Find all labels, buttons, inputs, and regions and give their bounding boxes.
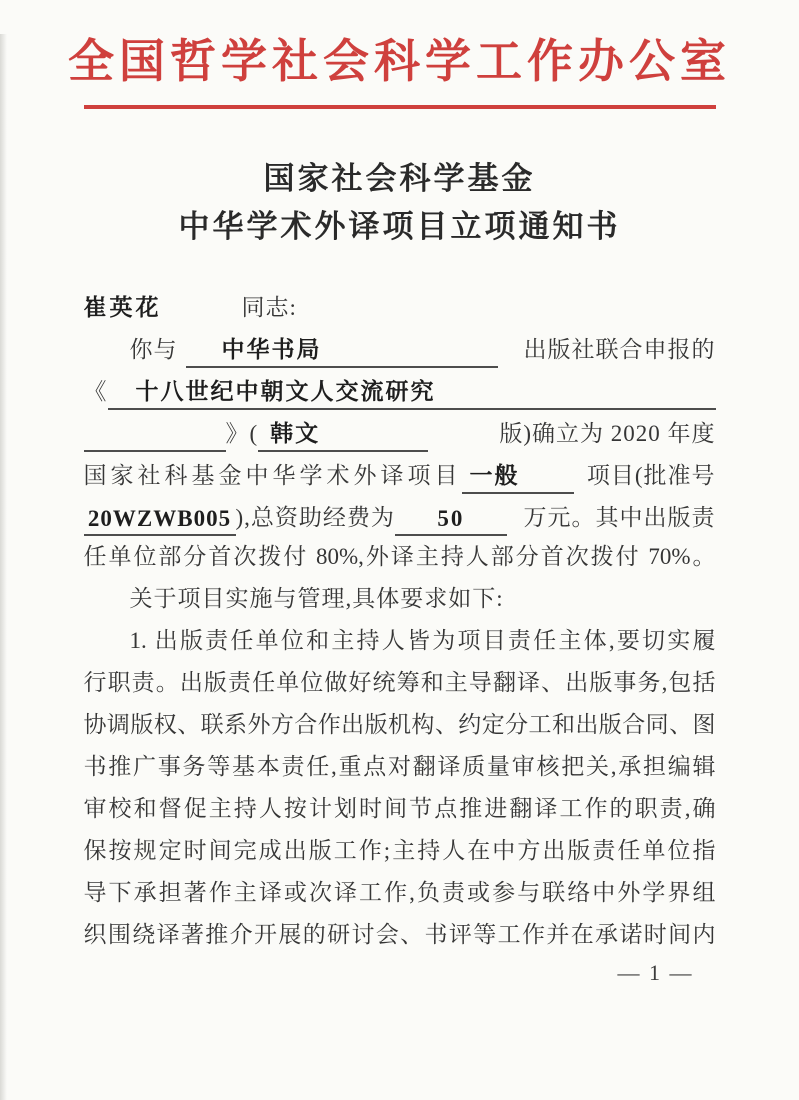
body-line: 导下承担著作主译或次译工作,负责或参与联络中外学界组 bbox=[83, 880, 716, 906]
category-blank bbox=[462, 457, 574, 494]
body-line: 书推广事务等基本责任,重点对翻译质量审核把关,承担编辑 bbox=[83, 754, 716, 780]
book-title-row bbox=[84, 368, 716, 410]
language-value: 韩文 bbox=[270, 421, 321, 447]
funding-row bbox=[84, 494, 716, 536]
document-title bbox=[0, 155, 799, 251]
body-line: 织围绕译著推介开展的研讨会、书评等工作并在承诺时间内 bbox=[83, 922, 716, 948]
salutation-label: 同志: bbox=[241, 295, 297, 321]
recipient-name: 崔英花 bbox=[83, 295, 162, 321]
publisher-prefix: 你与 bbox=[129, 337, 178, 363]
category-prefix: 国家社科基金中华学术外译项目 bbox=[83, 463, 462, 489]
document-body bbox=[84, 284, 716, 956]
document-title-line2: 中华学术外译项目立项通知书 bbox=[178, 209, 621, 245]
letterhead-rule bbox=[84, 105, 716, 109]
book-title-blank bbox=[108, 373, 716, 410]
funding-wrap-line: 任单位部分首次拨付 80%,外译主持人部分首次拨付 70%。 bbox=[83, 544, 716, 570]
body-line: 行职责。出版责任单位做好统筹和主导翻译、出版事务,包括 bbox=[83, 670, 716, 696]
language-blank bbox=[258, 415, 428, 452]
funding-suffix: 万元。其中出版责 bbox=[523, 505, 716, 531]
category-row bbox=[84, 452, 716, 494]
document-title-line1: 国家社会科学基金 bbox=[263, 161, 536, 197]
letterhead-title: 全国哲学社会科学工作办公室 bbox=[68, 36, 731, 87]
approval-no-value: 20WZWB005 bbox=[87, 506, 232, 532]
language-row bbox=[84, 410, 716, 452]
book-title-blank-cont bbox=[84, 448, 226, 452]
category-value: 一般 bbox=[469, 463, 520, 489]
publisher-blank bbox=[186, 331, 498, 368]
body-line: 协调版权、联系外方合作出版机构、约定分工和出版合同、图 bbox=[83, 712, 716, 738]
language-suffix: 版)确立为 2020 年度 bbox=[499, 421, 716, 447]
salutation-row bbox=[84, 284, 716, 326]
funding-amount-value: 50 bbox=[437, 506, 465, 532]
approval-no-blank bbox=[84, 506, 236, 536]
requirements-intro: 关于项目实施与管理,具体要求如下: bbox=[129, 586, 504, 612]
body-line: 审校和督促主持人按计划时间节点推进翻译工作的职责,确 bbox=[83, 796, 716, 822]
funding-amount-blank bbox=[395, 506, 507, 536]
category-suffix: 项目(批准号 bbox=[586, 463, 716, 489]
book-open-quote: 《 bbox=[83, 379, 108, 405]
book-title-value: 十八世纪中朝文人交流研究 bbox=[135, 379, 436, 405]
publisher-value: 中华书局 bbox=[221, 337, 322, 363]
publisher-suffix: 出版社联合申报的 bbox=[523, 337, 716, 363]
body-line: 保按规定时间完成出版工作;主持人在中方出版责任单位指 bbox=[83, 838, 716, 864]
publisher-row bbox=[84, 326, 716, 368]
book-close-quote: 》( bbox=[225, 421, 259, 447]
page-number: — 1 — bbox=[617, 960, 694, 986]
funding-mid: ),总资助经费为 bbox=[235, 505, 395, 531]
body-line: 1. 出版责任单位和主持人皆为项目责任主体,要切实履 bbox=[129, 628, 716, 654]
